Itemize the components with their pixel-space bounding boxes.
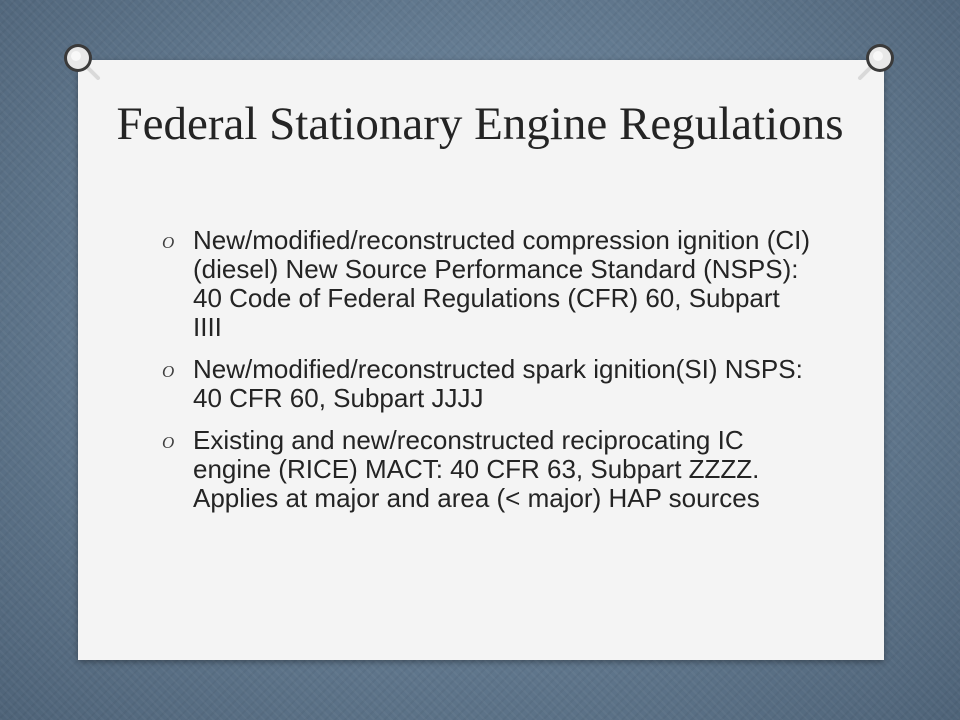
bullet-marker: O (162, 362, 175, 381)
bullet-text: New/modified/reconstructed spark ignition(SI) NSPS: 40 CFR 60, Subpart JJJJ (193, 354, 803, 413)
bullet-text: New/modified/reconstructed compression ignition (CI) (diesel) New Source Performance Standard (NSPS): 40 Code of Federal Regulations (CFR) 60, Subpart IIII (193, 225, 811, 342)
bullet-item (152, 426, 812, 513)
bullet-list (152, 226, 812, 526)
pushpin-icon (856, 38, 900, 82)
bullet-item (152, 355, 812, 413)
bullet-text: Existing and new/reconstructed reciprocating IC engine (RICE) MACT: 40 CFR 63, Subpart ZZZZ. Applies at major and area (< major) HAP sources (193, 425, 760, 513)
pushpin-icon (58, 38, 102, 82)
bullet-marker: O (162, 233, 175, 252)
slide-title: Federal Stationary Engine Regulations (116, 98, 844, 150)
bullet-item (152, 226, 812, 342)
bullet-marker: O (162, 433, 175, 452)
